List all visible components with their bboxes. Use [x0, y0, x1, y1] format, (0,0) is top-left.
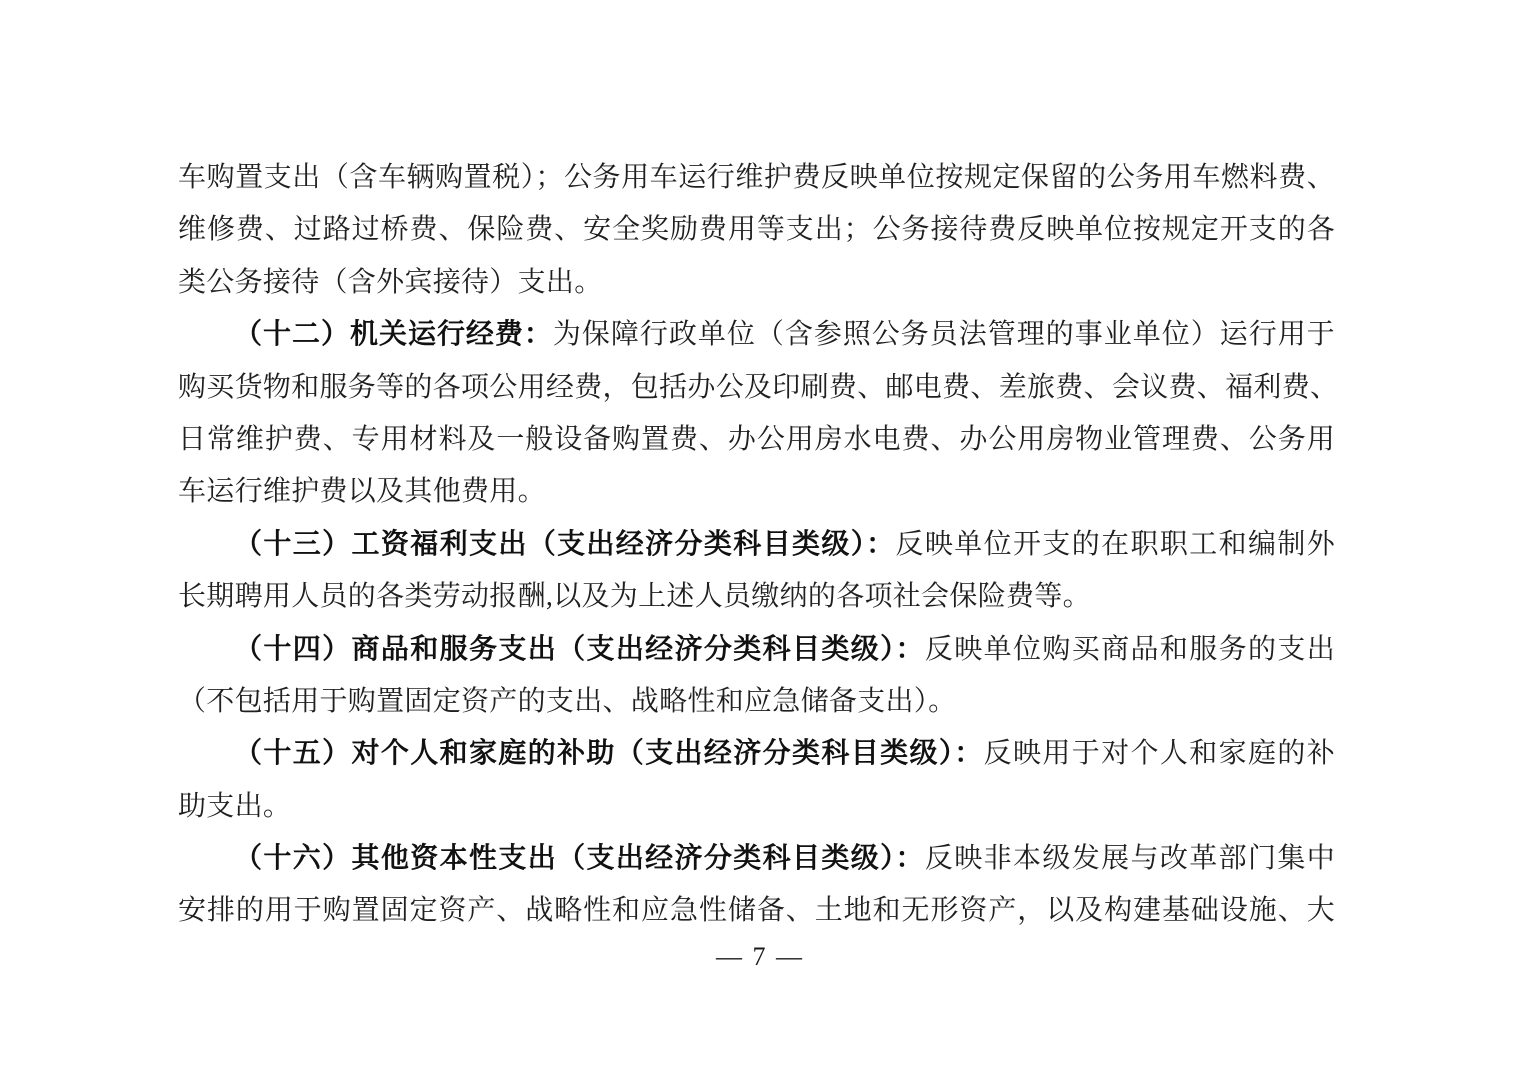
text-line: [178, 519, 1335, 571]
body-text: （不包括用于购置固定资产的支出、战略性和应急储备支出）。: [178, 685, 957, 717]
body-text: 车购置支出（含车辆购置税）；公务用车运行维护费反映单位按规定保留的公务用车燃料费、: [178, 162, 1335, 193]
body-text: 安排的用于购置固定资产、战略性和应急性储备、土地和无形资产，以及构建基础设施、大: [178, 895, 1335, 927]
text-block: [178, 152, 1339, 938]
paragraph-heading: （十四）商品和服务支出（支出经济分类科目类级）：: [234, 633, 925, 665]
body-text: 购买货物和服务等的各项公用经费，包括办公及印刷费、邮电费、差旅费、会议费、福利费、: [178, 371, 1339, 403]
text-line: [178, 728, 1335, 780]
body-text: 日常维护费、专用材料及一般设备购置费、办公用房水电费、办公用房物业管理费、公务用: [178, 423, 1335, 455]
text-line: [178, 466, 1335, 518]
text-line: [178, 885, 1335, 937]
paragraph-heading: （十五）对个人和家庭的补助（支出经济分类科目类级）：: [234, 738, 984, 770]
body-text: 为保障行政单位（含参照公务员法管理的事业单位）运行用于: [552, 319, 1335, 351]
body-text: 反映单位开支的在职职工和编制外: [895, 528, 1335, 560]
body-text: 反映用于对个人和家庭的补: [983, 738, 1335, 770]
body-text: 长期聘用人员的各类劳动报酬,以及为上述人员缴纳的各项社会保险费等。: [178, 581, 1091, 613]
body-text: 反映单位购买商品和服务的支出: [924, 633, 1336, 665]
text-line: [178, 152, 1335, 204]
text-line: [178, 414, 1335, 466]
text-line: [178, 833, 1335, 885]
paragraph-heading: （十二）机关运行经费：: [234, 319, 553, 351]
text-line: [178, 624, 1335, 676]
text-line: [178, 362, 1339, 414]
page-footer: [0, 942, 1520, 972]
text-line: [178, 309, 1335, 361]
text-line: [178, 571, 1335, 623]
body-text: 类公务接待（含外宾接待）支出。: [178, 266, 603, 298]
page-number: — 7 —: [716, 942, 804, 971]
body-text: 反映非本级发展与改革部门集中: [924, 843, 1336, 875]
text-line: [178, 257, 1335, 309]
body-text: 助支出。: [178, 790, 292, 822]
text-line: [178, 781, 1335, 833]
text-line: [178, 204, 1335, 256]
paragraph-heading: （十三）工资福利支出（支出经济分类科目类级）：: [234, 528, 896, 560]
body-text: 维修费、过路过桥费、保险费、安全奖励费用等支出；公务接待费反映单位按规定开支的各: [178, 214, 1335, 246]
body-text: 车运行维护费以及其他费用。: [178, 476, 546, 508]
text-line: [178, 676, 1335, 728]
paragraph-heading: （十六）其他资本性支出（支出经济分类科目类级）：: [234, 843, 925, 875]
